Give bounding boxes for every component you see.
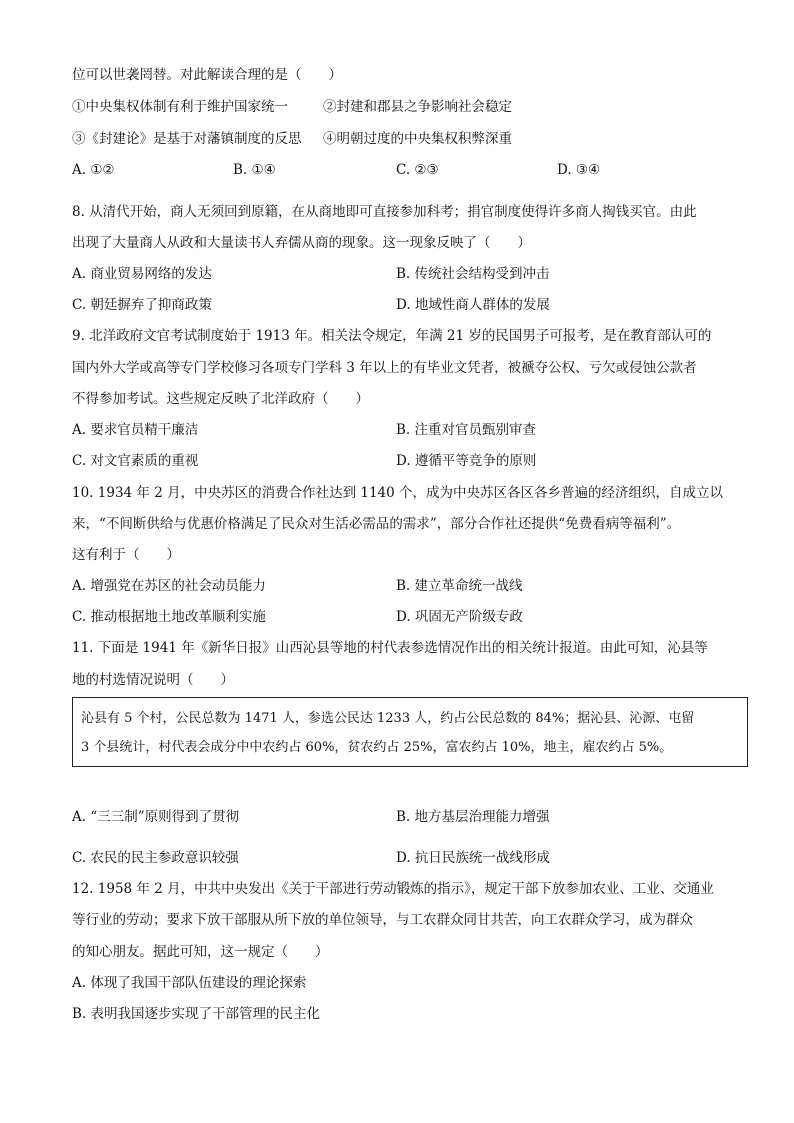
q11-option-c: C. 农民的民主参政意识较强 xyxy=(72,850,239,866)
q8-option-c: C. 朝廷摒弃了抑商政策 xyxy=(72,297,212,313)
q8-option-b: B. 传统社会结构受到冲击 xyxy=(396,266,550,282)
q10-stem-line-1: 10. 1934 年 2 月，中央苏区的消费合作社达到 1140 个，成为中央苏区各区各乡普遍的经济组织，自成立以 xyxy=(72,485,724,501)
q7-option-a: A. ①② xyxy=(72,162,115,178)
q10-option-c: C. 推动根据地土地改革顺利实施 xyxy=(72,609,266,625)
q12-option-b: B. 表明我国逐步实现了干部管理的民主化 xyxy=(72,1006,321,1022)
q8-option-d: D. 地域性商人群体的发展 xyxy=(396,297,550,313)
q10-option-d: D. 巩固无产阶级专政 xyxy=(396,609,523,625)
q9-stem-line-3: 不得参加考试。这些规定反映了北洋政府（ ） xyxy=(72,391,369,407)
q7-option-b: B. ①④ xyxy=(233,162,276,178)
q12-option-a: A. 体现了我国干部队伍建设的理论探索 xyxy=(72,975,307,991)
q11-option-b: B. 地方基层治理能力增强 xyxy=(396,809,550,825)
q12-stem-line-3: 的知心朋友。据此可知，这一规定（ ） xyxy=(72,944,329,960)
q7-option-c: C. ②③ xyxy=(396,162,439,178)
q12-stem-line-2: 等行业的劳动；要求下放干部服从所下放的单位领导，与工农群众同甘共苦，向工农群众学习，成为群众 xyxy=(72,912,693,928)
q7-statement-2: ②封建和郡县之争影响社会稳定 xyxy=(323,99,512,115)
q11-option-d: D. 抗日民族统一战线形成 xyxy=(396,850,550,866)
q10-option-a: A. 增强党在苏区的社会动员能力 xyxy=(72,578,266,594)
q11-material-line-1: 沁县有 5 个村，公民总数为 1471 人，参选公民达 1233 人，约占公民总数的 84%；据沁县、沁源、屯留 xyxy=(81,711,695,726)
q8-stem-line-1: 8. 从清代开始，商人无须回到原籍，在从商地即可直接参加科考；捐官制度使得许多商人掏钱买官。由此 xyxy=(72,204,697,220)
q9-option-d: D. 遵循平等竞争的原则 xyxy=(396,453,537,469)
q12-stem-line-1: 12. 1958 年 2 月，中共中央发出《关于干部进行劳动锻炼的指示》，规定干部下放参加农业、工业、交通业 xyxy=(72,881,714,897)
q8-option-a: A. 商业贸易网络的发达 xyxy=(72,266,212,282)
q9-stem-line-2: 国内外大学或高等专门学校修习各项专门学科 3 年以上的有毕业文凭者，被褫夺公权、亏欠或侵蚀公款者 xyxy=(72,360,697,376)
q11-option-a: A. “三三制”原则得到了贯彻 xyxy=(72,809,240,825)
q7-statement-4: ④明朝过度的中央集权积弊深重 xyxy=(323,131,512,147)
q11-stem-line-2: 地的村选情况说明（ ） xyxy=(72,672,234,688)
q9-option-b: B. 注重对官员甄别审查 xyxy=(396,422,537,438)
q10-stem-line-2: 来，“不间断供给与优惠价格满足了民众对生活必需品的需求”，部分合作社还提供“免费看病等福利”。 xyxy=(72,516,681,532)
q7-statement-3: ③《封建论》是基于对藩镇制度的反思 xyxy=(72,131,302,147)
q7-option-d: D. ③④ xyxy=(557,162,601,178)
q7-stem: 位可以世袭罔替。对此解读合理的是（ ） xyxy=(72,67,342,83)
q7-statement-1: ①中央集权体制有利于维护国家统一 xyxy=(72,99,288,115)
q8-stem-line-2: 出现了大量商人从政和大量读书人弃儒从商的现象。这一现象反映了（ ） xyxy=(72,235,531,251)
q9-option-c: C. 对文官素质的重视 xyxy=(72,453,199,469)
q9-option-a: A. 要求官员精干廉洁 xyxy=(72,422,199,438)
q11-material-box xyxy=(72,697,748,767)
q9-stem-line-1: 9. 北洋政府文官考试制度始于 1913 年。相关法令规定，年满 21 岁的民国男子可报考，是在教育部认可的 xyxy=(72,328,712,344)
q10-stem-line-3: 这有利于（ ） xyxy=(72,547,180,563)
q11-material-line-2: 3 个县统计，村代表会成分中中农约占 60%，贫农约占 25%，富农约占 10%，地主，雇农约占 5%。 xyxy=(81,740,673,755)
q10-option-b: B. 建立革命统一战线 xyxy=(396,578,523,594)
q11-stem-line-1: 11. 下面是 1941 年《新华日报》山西沁县等地的村代表参选情况作出的相关统计报道。由此可知，沁县等 xyxy=(72,640,708,656)
